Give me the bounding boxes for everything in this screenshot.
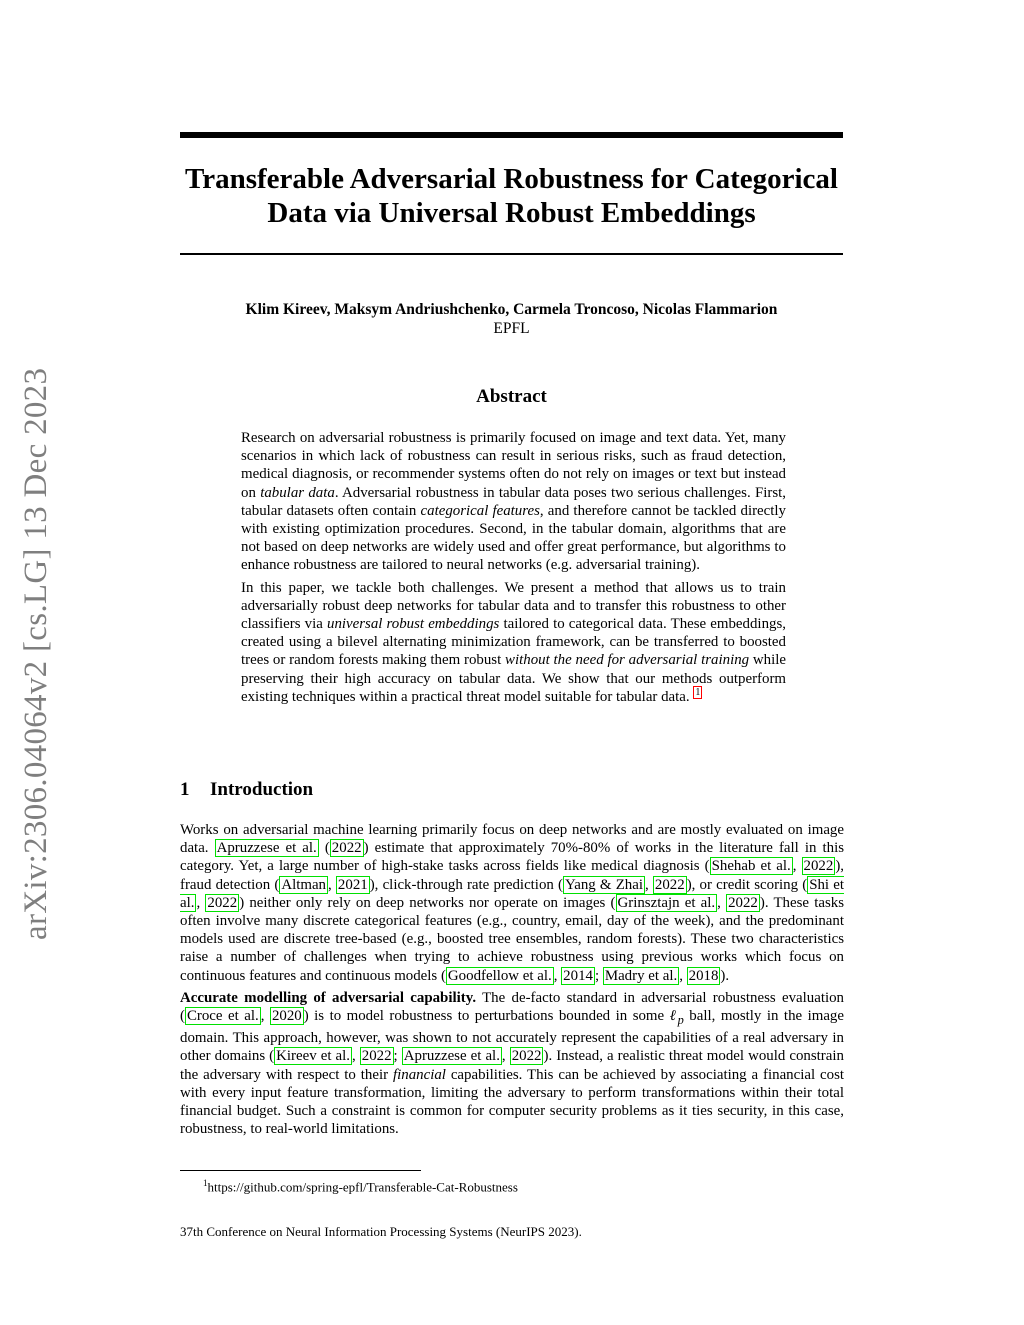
text-span: , [644, 876, 653, 893]
citation-link[interactable]: 2020 [271, 1008, 302, 1025]
text-span: ), or credit scoring ( [686, 876, 808, 893]
paragraph-heading: Accurate modelling of adversarial capability. [180, 989, 477, 1006]
introduction-body [180, 821, 844, 1138]
math-symbol: ℓ [669, 1008, 678, 1025]
citation-link[interactable]: 2022 [361, 1048, 392, 1065]
text-span: The de-facto standard in adversarial robustness evaluation ( [180, 989, 844, 1025]
text-span: ). [720, 967, 730, 984]
text-span: ball, mostly in the image domain. This approach, however, was shown to not accurately represent the capabilities of a real adversary in other domains ( [180, 1008, 844, 1065]
text-span: , [679, 967, 687, 984]
text-span: , [792, 858, 802, 875]
footnote-link[interactable]: 1 [695, 686, 701, 698]
emphasis: without the need for adversarial training [505, 652, 750, 669]
text-span: , and therefore cannot be tackled directly with existing optimization procedures. Second, in the tabular domain, algorithms that are not based on deep networks are widely used and offer great performance, but algorithms to enhance robustness are tailored to neural networks (e.g. adversarial training). [241, 502, 786, 574]
emphasis: tabular data [260, 484, 335, 501]
citation-link[interactable]: Apruzzese et al. [216, 840, 317, 857]
citation-link[interactable]: 2022 [728, 894, 758, 911]
text-span: ). Instead, a realistic threat model would constrain the adversary with respect to their [180, 1048, 844, 1083]
citation-link[interactable]: 2018 [688, 967, 719, 984]
citation-link[interactable]: 2022 [207, 894, 238, 911]
title-bottom-rule [180, 253, 843, 255]
text-span: , [260, 1008, 270, 1025]
section-heading-introduction [180, 779, 313, 801]
abstract-heading: Abstract [476, 386, 547, 407]
citation-link[interactable]: Apruzzese et al. [403, 1048, 500, 1065]
citation-link[interactable]: Grinsztajn et al. [617, 894, 716, 911]
affiliation: EPFL [493, 320, 530, 337]
citation-link[interactable]: 2021 [337, 876, 368, 893]
citation-link[interactable]: 2022 [654, 876, 685, 893]
text-span: ) estimate that approximately 70%-80% of works in the literature fall in this category. Yet, a large number of high-stake tasks across fields like medical diagnosis ( [180, 840, 845, 875]
abstract-paragraph-2 [241, 579, 786, 706]
text-span: ; [393, 1048, 402, 1065]
text-span: ; [594, 967, 603, 984]
citation-link[interactable]: Kireev et al. [276, 1048, 350, 1065]
emphasis: financial [392, 1066, 446, 1083]
section-number: 1 [180, 779, 190, 800]
text-span: ), fraud detection ( [180, 858, 844, 893]
text-span: , [328, 876, 336, 893]
text-span: ) is to model robustness to perturbations bounded in some [303, 1008, 670, 1025]
text-span: In this paper, we tackle both challenges. We present a method that allows us to train adversarially robust deep networks for tabular data and to transfer this robustness to other classifiers via [241, 579, 786, 633]
citation-link[interactable]: Shehab et al. [711, 858, 791, 875]
text-span: , [717, 894, 727, 911]
abstract-paragraph-1 [241, 429, 786, 575]
text-span: ) neither only rely on deep networks nor operate on images ( [239, 894, 616, 911]
text-span: capabilities. This can be achieved by associating a financial cost with every input feature transformation, limiting the adversary to perform transformations within their total financial budget. Such a constraint is common for computer security problems as it ties security, in this case, robustness, to real-world limitations. [180, 1066, 844, 1138]
text-span: while preserving their high accuracy on tabular data. We show that our methods outperform existing techniques within a practical threat model suitable for tabular data. [241, 652, 787, 705]
footnote-url[interactable]: https://github.com/spring-epfl/Transferable-Cat-Robustness [207, 1179, 518, 1195]
text-span: , [553, 967, 562, 984]
paper-title [180, 162, 843, 230]
text-span: ), click-through rate prediction ( [369, 876, 563, 893]
intro-paragraph-1 [180, 821, 844, 985]
text-span: . Adversarial robustness in tabular data poses two serious challenges. First, tabular datasets often contain [241, 484, 786, 519]
title-line-1: Transferable Adversarial Robustness for Categorical [185, 163, 838, 195]
citation-link[interactable]: Goodfellow et al. [447, 967, 552, 984]
citation-link[interactable]: Shi et al. [180, 876, 844, 911]
title-line-2: Data via Universal Robust Embeddings [267, 197, 756, 229]
text-span: , [501, 1048, 510, 1065]
text-span: Works on adversarial machine learning primarily focus on deep networks and are mostly evaluated on image data. [180, 822, 844, 857]
citation-link[interactable]: Yang & Zhai [564, 876, 643, 893]
footnote-rule [180, 1170, 421, 1171]
conference-note: 37th Conference on Neural Information Processing Systems (NeurIPS 2023). [180, 1224, 582, 1239]
intro-paragraph-2 [180, 989, 844, 1139]
citation-link[interactable]: Altman [281, 876, 326, 893]
text-span: Research on adversarial robustness is primarily focused on image and text data. Yet, many scenarios in which lack of robustness can result in serious risks, such as fraud detection, medical diagnosis, or recommender systems often do not rely on images or text but instead on [241, 430, 786, 501]
text-span: tailored to categorical data. These embeddings, created using a bilevel alternating minimization framework, can be transferred to boosted trees or random forests making them robust [241, 616, 786, 669]
footnote-mark: 1 [203, 1178, 208, 1188]
authors: Klim Kireev, Maksym Andriushchenko, Carmela Troncoso, Nicolas Flammarion [245, 301, 778, 318]
section-title: Introduction [210, 779, 314, 800]
arxiv-identifier: arXiv:2306.04064v2 [cs.LG] 13 Dec 2023 [18, 367, 54, 940]
text-span: , [351, 1048, 360, 1065]
citation-link[interactable]: Madry et al. [604, 967, 678, 984]
title-top-rule [180, 132, 843, 138]
math-subscript: p [677, 1013, 684, 1027]
citation-link[interactable]: 2022 [511, 1048, 542, 1065]
footnote [203, 1175, 518, 1195]
citation-link[interactable]: 2022 [803, 858, 834, 875]
emphasis: universal robust embeddings [327, 616, 500, 633]
emphasis: categorical features [420, 502, 540, 519]
text-span: , [196, 894, 206, 911]
text-span: ( [318, 840, 330, 857]
text-span: ). These tasks often involve many discrete categorical features (e.g., country, email, day of the week), and the predominant models used are discrete tree-based (e.g., boosted tree ensembles, random forests). These two characteristics raise a number of challenges when trying to achieve robustness using previous works which focus on continuous features and continuous models ( [180, 894, 844, 984]
abstract-body [241, 429, 786, 706]
citation-link[interactable]: 2014 [563, 967, 593, 984]
citation-link[interactable]: Croce et al. [186, 1008, 259, 1025]
citation-link[interactable]: 2022 [331, 840, 362, 857]
